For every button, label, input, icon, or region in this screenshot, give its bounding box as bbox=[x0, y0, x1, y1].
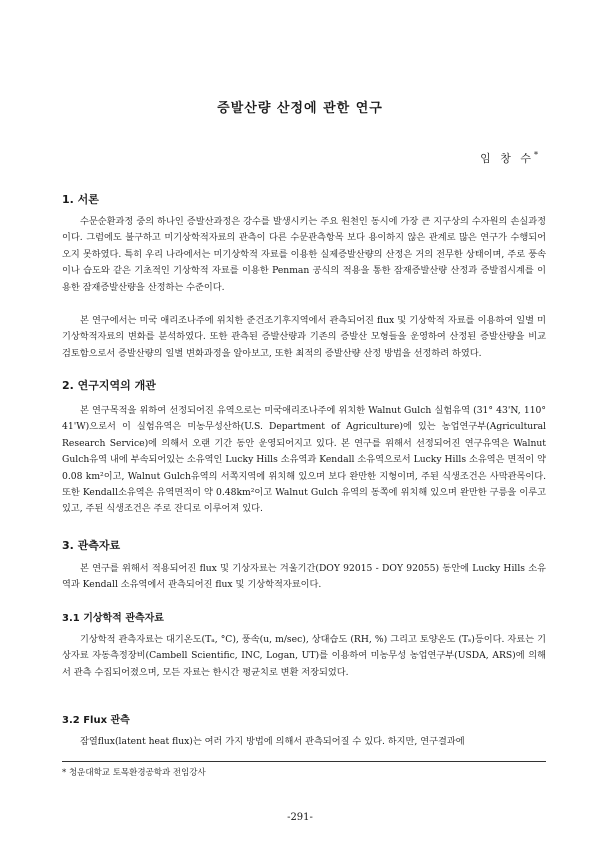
author-name: 임 창 수 bbox=[480, 152, 534, 165]
section-3-heading: 3. 관측자료 bbox=[62, 539, 121, 552]
section-1-paragraph-2: 본 연구에서는 미국 애리조나주에 위치한 준건조기후지역에서 관측되어진 flux 및 기상학적 자료를 이용하여 일별 미기상학적자료의 변화를 분석하였다. 또한 관측된 증발산량과 기존의 증발산 모형들을 운영하여 산정된 증발산량을 비교 검토함으로서 증발산량의 일별 변화과정을 알아보고, 또한 최적의 증발산량 산정 방법을 선정하려 하였다. bbox=[62, 315, 546, 359]
section-2-heading: 2. 연구지역의 개관 bbox=[62, 379, 156, 392]
footnote: * 청운대학교 토목환경공학과 전임강사 bbox=[62, 768, 206, 778]
section-3-2-heading: 3.2 Flux 관측 bbox=[62, 715, 130, 726]
paper-title: 증발산량 산정에 관한 연구 bbox=[217, 101, 383, 116]
page-number: -291- bbox=[287, 812, 313, 823]
section-1-paragraph-1: 수문순환과정 중의 하나인 증발산과정은 강수를 발생시키는 주요 원천인 동시에 가장 큰 지구상의 수자원의 손실과정이다. 그럼에도 불구하고 미기상학적자료의 관측이 다른 수문관측항목 보다 용이하지 않은 관계로 많은 연구가 수행되어오지 못하였다. 특히 우리 나라에서는 미기상학적 자료를 이용한 실제증발산량의 산정은 거의 전무한 상태이며, 주로 풍속이나 습도와 같은 기초적인 기상학적 자료를 이용한 Penman 공식의 적용을 통한 잠재증발산량 산정과 증발접시계를 이용한 잠재증발산량을 산정하는 수준이다. bbox=[62, 216, 546, 293]
section-3-2-paragraph-1: 잠열flux(latent heat flux)는 여러 가지 방법에 의해서 관측되어질 수 있다. 하지만, 연구결과에 bbox=[80, 736, 465, 747]
author-line bbox=[480, 150, 538, 166]
author-footnote-mark: * bbox=[534, 150, 538, 160]
section-1-heading: 1. 서론 bbox=[62, 193, 99, 206]
footnote-divider bbox=[62, 761, 546, 762]
section-2-paragraph-1: 본 연구목적을 위하여 선정되어진 유역으로는 미국애리조나주에 위치한 Walnut Gulch 실험유역 (31° 43'N, 110° 41'W)으로서 이 실험유역은 미농무성산하(U.S. Department of Agriculture)에 있는 농업연구부(Agricultural Research Service)에 의해서 오랜 기간 동안 운영되어지고 있다. 본 연구를 위해서 선정되어진 연구유역은 Walnut Gulch유역 내에 부속되어있는 소유역인 Lucky Hills 소유역과 Kendall 소유역으로서 Lucky Hills 소유역은 면적이 약 0.08 km²이고, Walnut Gulch유역의 서쪽지역에 위치해 있으며 보다 완만한 지형이며, 주된 식생조건은 사막관목이다. 또한 Kendall소유역은 유역면적이 약 0.48km²이고 Walnut Gulch 유역의 동쪽에 위치해 있으며 완만한 구릉을 이루고 있고, 주된 식생조건은 주로 잔디로 이루어져 있다. bbox=[62, 405, 547, 515]
section-3-1-paragraph-1: 기상학적 관측자료는 대기온도(Tₐ, °C), 풍속(u, m/sec), 상대습도 (RH, %) 그리고 토양온도 (Tₛ)등이다. 자료는 기상자료 자동측정장비(Cambell Scientific, INC, Logan, UT)를 이용하여 미농무성 농업연구부(USDA, ARS)에 의해서 관측 수집되어졌으며, 모든 자료는 한시간 평균치로 변환 저장되었다. bbox=[62, 634, 546, 678]
section-3-1-heading: 3.1 기상학적 관측자료 bbox=[62, 613, 164, 624]
section-3-paragraph-1: 본 연구를 위해서 적용되어진 flux 및 기상자료는 겨울기간(DOY 92015 - DOY 92055) 동안에 Lucky Hills 소유역과 Kendall 소유역에서 관측되어진 flux 및 기상학적자료이다. bbox=[62, 563, 546, 591]
